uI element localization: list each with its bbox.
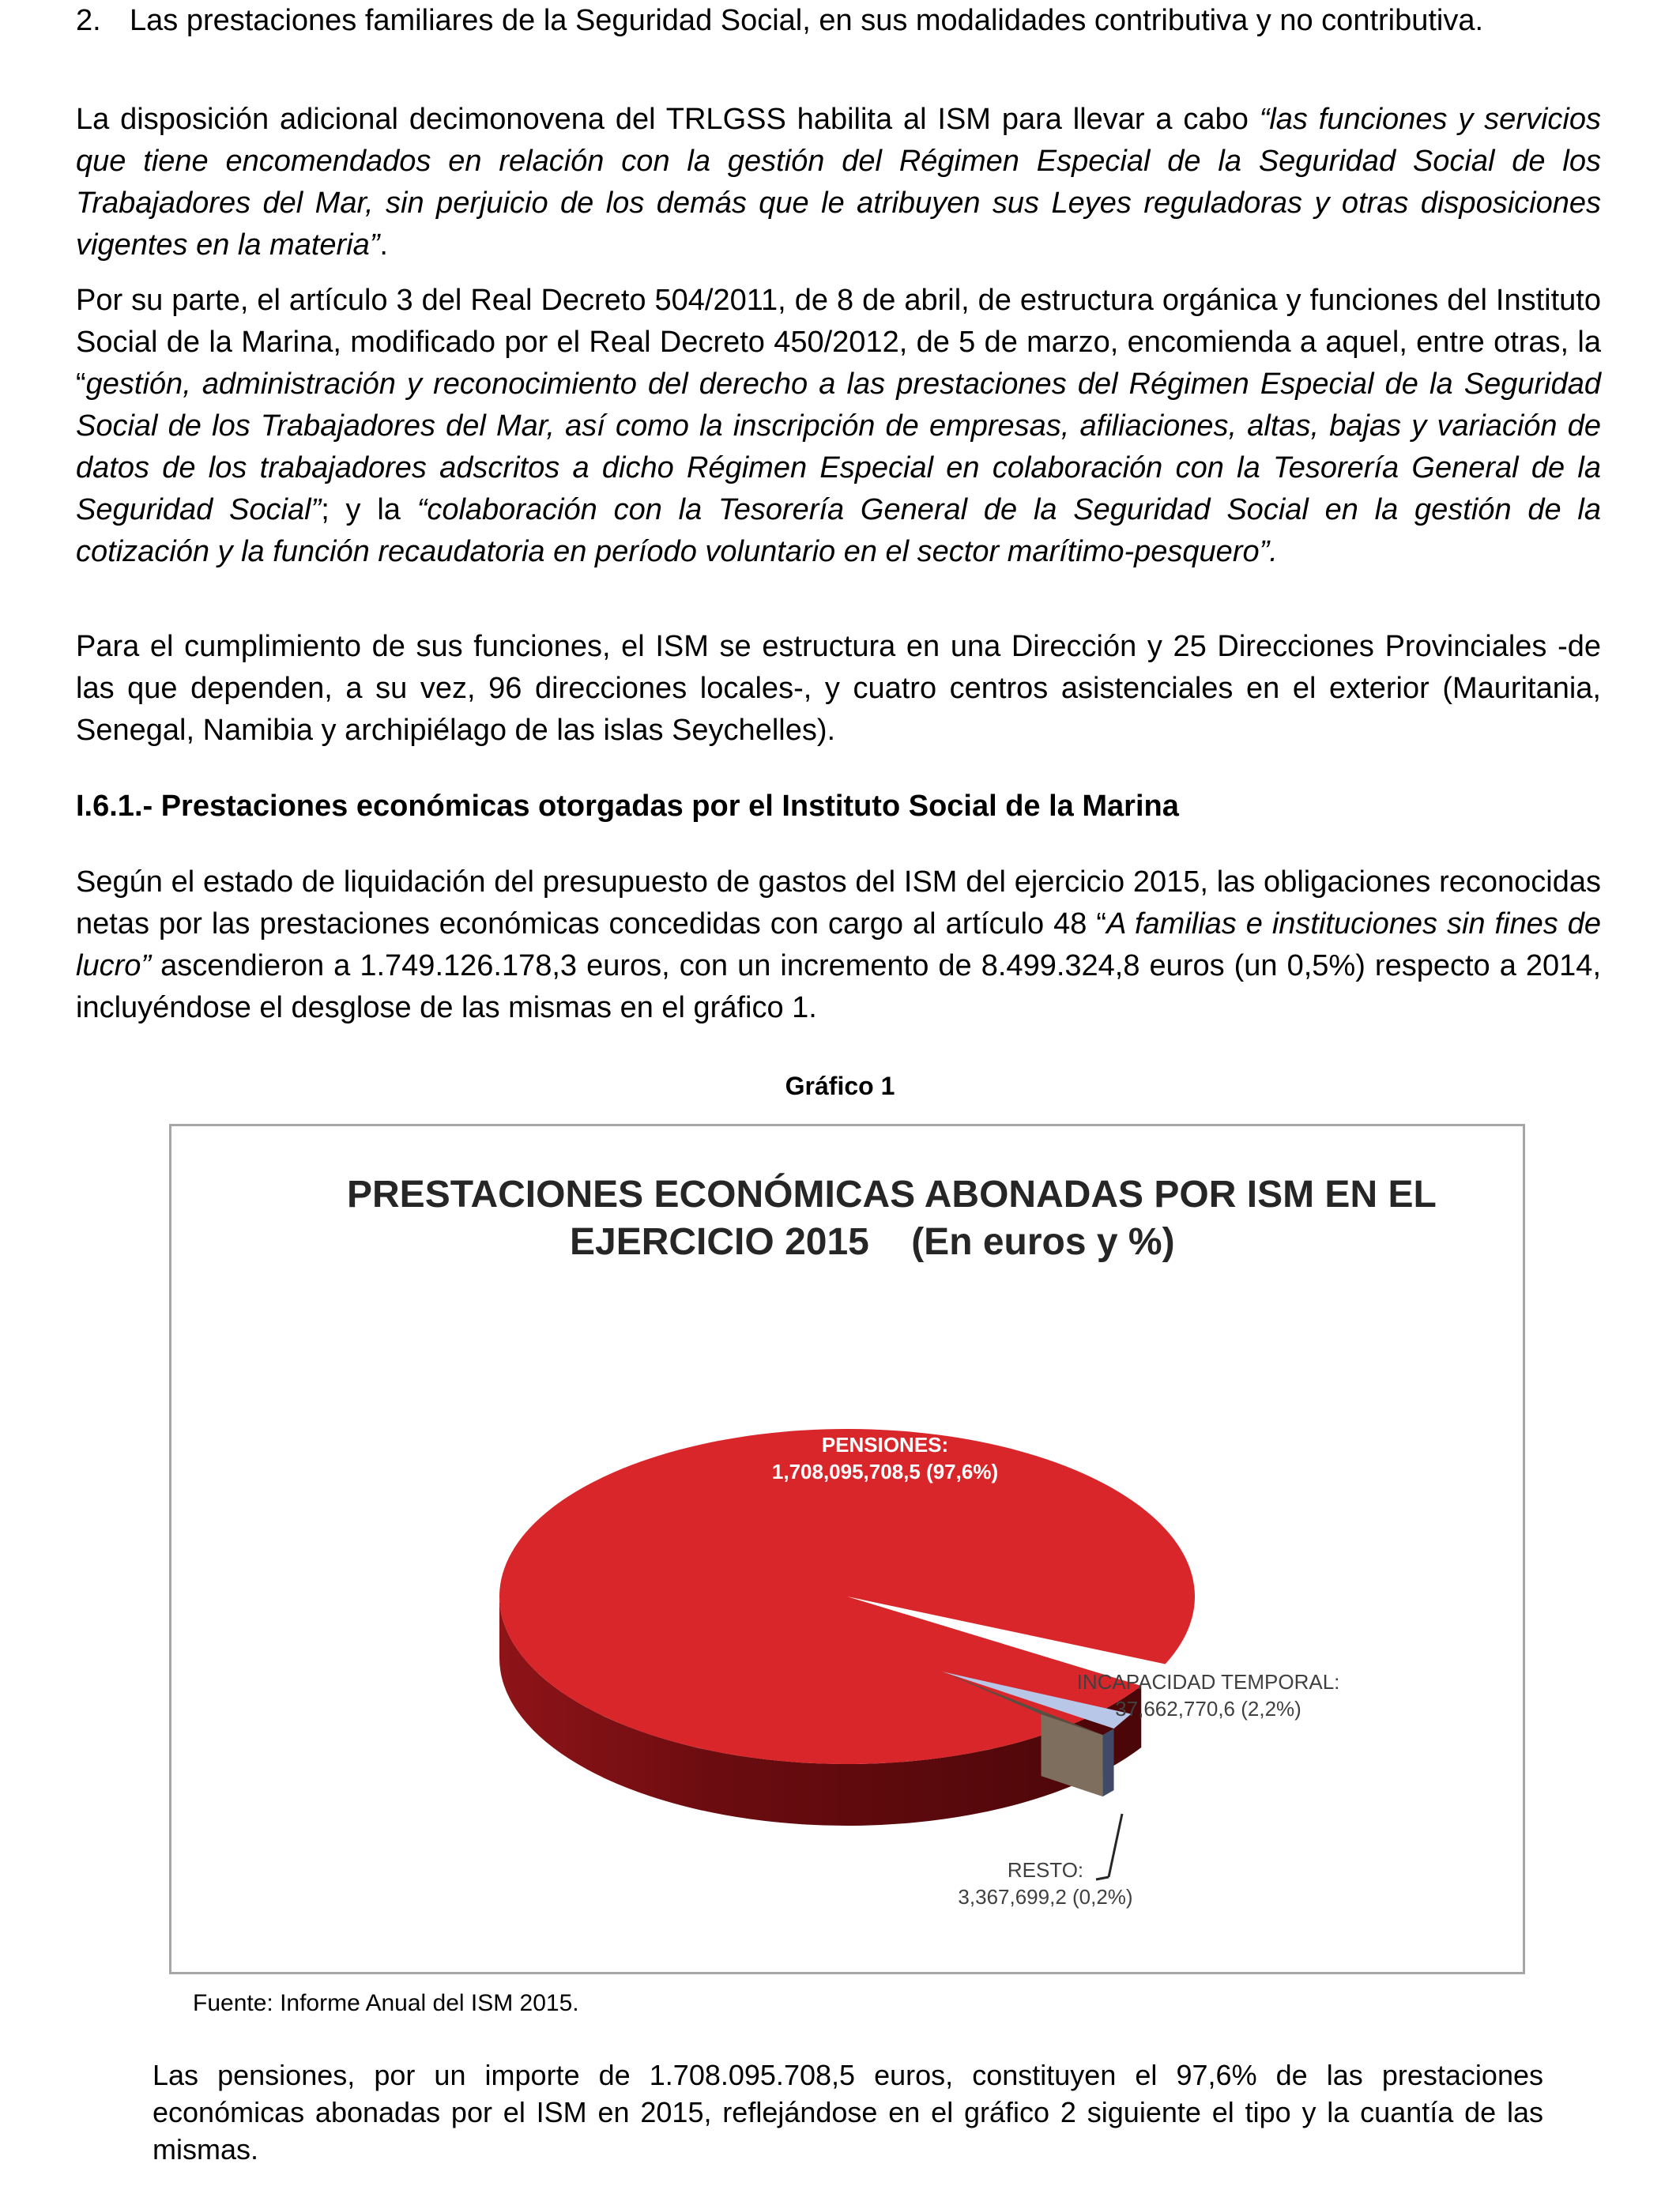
paragraph-estructura: Para el cumplimiento de sus funciones, el ISM se estructura en una Dirección y 25 Direcciones Provinciales -de las que dependen, a su vez, 96 direcciones locales-, y cuatro centros asistenciales en el exterior (Mauritania, Senegal, Namibia y archipiélago de las islas Seychelles).: [76, 630, 1601, 747]
leader-line-resto-foot: [1096, 1877, 1109, 1879]
paragraph-pensiones: Las pensiones, por un importe de 1.708.095.708,5 euros, constituyen el 97,6% de las prestaciones económicas abonadas por el ISM en 2015, reflejándose en el gráfico 2 siguiente el tipo y la cuantía de las mismas.: [153, 2059, 1543, 2166]
paragraph-disposicion-adicional: [76, 99, 1601, 266]
italic-quote: gestión, administración y reconocimiento del derecho a las prestaciones del Régimen Especial de la Seguridad Social de los Trabajadores del Mar, así como la inscripción de empresas, afiliaciones, altas, bajas y variación de datos de los trabajadores adscritos a dicho Régimen Especial en colaboración con la Tesorería General de la Seguridad Social”: [76, 368, 1601, 526]
pie-chart: [171, 1126, 1523, 1972]
paragraph-text: La disposición adicional decimonovena del TRLGSS habilita al ISM para llevar a cabo: [76, 103, 1260, 136]
paragraph-real-decreto: [76, 280, 1601, 573]
paragraph-text: .: [379, 228, 388, 262]
list-number: 2.: [76, 4, 101, 37]
paragraph-text: Según el estado de liquidación del presupuesto de gastos del ISM del ejercicio 2015, las obligaciones reconocidas netas por las prestaciones económicas concedidas con cargo al artículo 48 “: [76, 865, 1601, 941]
label-resto: RESTO:: [1007, 1858, 1084, 1882]
leader-line-resto: [1109, 1814, 1122, 1877]
paragraph-liquidacion: [76, 861, 1601, 1029]
italic-quote: “colaboración con la Tesorería General de la Seguridad Social en la gestión de la cotización y la función recaudatoria en período voluntario en el sector marítimo-pesquero”.: [76, 493, 1601, 568]
pie-slice-incapacidad-temporal-side: [1103, 1728, 1114, 1796]
paragraph-text: Por su parte, el artículo 3 del Real Decreto 504/2011, de 8 de abril, de estructura orgánica y funciones del Instituto Social de la Marina, modificado por el Real Decreto 450/2012, de 5 de marzo, encomienda a aquel, entre otras, la “: [76, 284, 1601, 401]
value-incapacidad-temporal: 37,662,770,6 (2,2%): [1115, 1697, 1301, 1721]
paragraph-text: ; y la: [321, 493, 417, 526]
figure-source: Fuente: Informe Anual del ISM 2015.: [193, 1990, 579, 2016]
label-pensiones: PENSIONES:: [821, 1433, 949, 1457]
section-heading: I.6.1.- Prestaciones económicas otorgadas por el Instituto Social de la Marina: [76, 790, 1179, 823]
chart-title-line-2: EJERCICIO 2015 (En euros y %): [570, 1221, 1175, 1263]
pie-chart-frame: [169, 1124, 1525, 1974]
list-text: Las prestaciones familiares de la Seguridad Social, en sus modalidades contributiva y no contributiva.: [130, 4, 1484, 37]
paragraph-text: ascendieron a 1.749.126.178,3 euros, con un incremento de 8.499.324,8 euros (un 0,5%) respecto a 2014, incluyéndose el desglose de las mismas en el gráfico 1.: [76, 949, 1601, 1024]
value-resto: 3,367,699,2 (0,2%): [958, 1885, 1133, 1909]
value-pensiones: 1,708,095,708,5 (97,6%): [771, 1460, 999, 1483]
chart-title-line-1: PRESTACIONES ECONÓMICAS ABONADAS POR ISM EN EL: [347, 1174, 1437, 1216]
italic-quote: “las funciones y servicios que tiene encomendados en relación con la gestión del Régimen Especial de la Seguridad Social de los Trabajadores del Mar, sin perjuicio de los demás que le atribuyen sus Leyes reguladoras y otras disposiciones vigentes en la materia”: [76, 103, 1601, 262]
label-incapacidad-temporal: INCAPACIDAD TEMPORAL:: [1076, 1670, 1340, 1694]
italic-quote: A familias e instituciones sin fines de lucro”: [76, 907, 1601, 982]
figure-title: Gráfico 1: [785, 1072, 895, 1100]
list-item-2: [76, 0, 1601, 42]
